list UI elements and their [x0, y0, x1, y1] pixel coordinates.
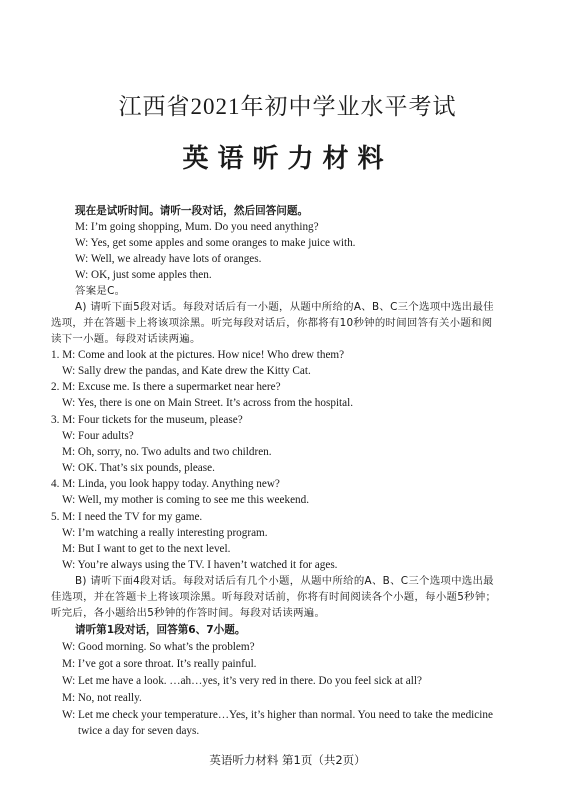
dialogue-line: M: I’ve got a sore throat. It’s really painful. [62, 658, 257, 670]
section-a-instruction: 读下一小题。每段对话读两遍。 [51, 333, 201, 345]
dialogue-line: W: Let me have a look. …ah…yes, it’s very red in there. Do you feel sick at all? [62, 675, 422, 687]
dialogue-line: M: Oh, sorry, no. Two adults and two children. [62, 446, 272, 458]
section-b-instruction: B) 请听下面4段对话。每段对话后有几个小题，从题中所给的A、B、C三个选项中选出最 [75, 575, 494, 587]
dialogue-line: 4. M: Linda, you look happy today. Anything new? [51, 478, 280, 490]
document-title: 江西省2021年初中学业水平考试 [118, 94, 457, 119]
dialogue-line: W: Four adults? [62, 430, 134, 442]
dialogue-line: W: Yes, there is one on Main Street. It’s across from the hospital. [62, 397, 354, 409]
dialogue-line: W: Let me check your temperature…Yes, it’s higher than normal. You need to take the medicine [62, 709, 493, 721]
section-b-instruction: 听完后，各小题给出5秒钟的作答时间。每段对话读两遍。 [51, 607, 326, 619]
dialogue-line: W: Well, my mother is coming to see me this weekend. [62, 494, 310, 506]
dialogue-line: W: Sally drew the pandas, and Kate drew the Kitty Cat. [62, 365, 311, 377]
dialogue-line: twice a day for seven days. [78, 725, 200, 737]
dialogue-line: 2. M: Excuse me. Is there a supermarket near here? [51, 381, 281, 393]
dialogue-line: W: Well, we already have lots of oranges. [75, 253, 262, 265]
dialogue-line: W: Yes, get some apples and some oranges to make juice with. [75, 237, 356, 249]
dialogue-line: W: I’m watching a really interesting program. [62, 527, 268, 539]
dialogue-line: W: OK. That’s six pounds, please. [62, 462, 215, 474]
section-b-part-heading: 请听第1段对话，回答第6、7小题。 [75, 624, 246, 636]
dialogue-line: M: I’m going shopping, Mum. Do you need anything? [75, 221, 319, 233]
dialogue-line: M: But I want to get to the next level. [62, 543, 231, 555]
document-subtitle: 英语听力材料 [182, 144, 393, 174]
dialogue-line: M: No, not really. [62, 692, 142, 704]
dialogue-line: 1. M: Come and look at the pictures. How nice! Who drew them? [51, 349, 345, 361]
dialogue-line: W: Good morning. So what’s the problem? [62, 641, 255, 653]
dialogue-line: W: You’re always using the TV. I haven’t watched it for ages. [62, 559, 338, 571]
page-footer: 英语听力材料 第1页（共2页） [209, 753, 366, 767]
section-b-instruction: 佳选项，并在答题卡上将该项涂黑。听每段对话前，你将有时间阅读各个小题，每小题5秒钟； [51, 591, 497, 603]
dialogue-line: 3. M: Four tickets for the museum, please? [51, 414, 243, 426]
intro-instruction: 现在是试听时间。请听一段对话，然后回答问题。 [75, 205, 309, 217]
section-a-instruction: 选项，并在答题卡上将该项涂黑。听完每段对话后，你都将有10秒钟的时间回答有关小题和阅 [51, 317, 493, 329]
intro-answer: 答案是C。 [75, 285, 126, 297]
dialogue-line: W: OK, just some apples then. [75, 269, 212, 281]
section-a-instruction: A) 请听下面5段对话。每段对话后有一小题，从题中所给的A、B、C三个选项中选出最佳 [75, 301, 494, 313]
dialogue-line: 5. M: I need the TV for my game. [51, 511, 203, 523]
